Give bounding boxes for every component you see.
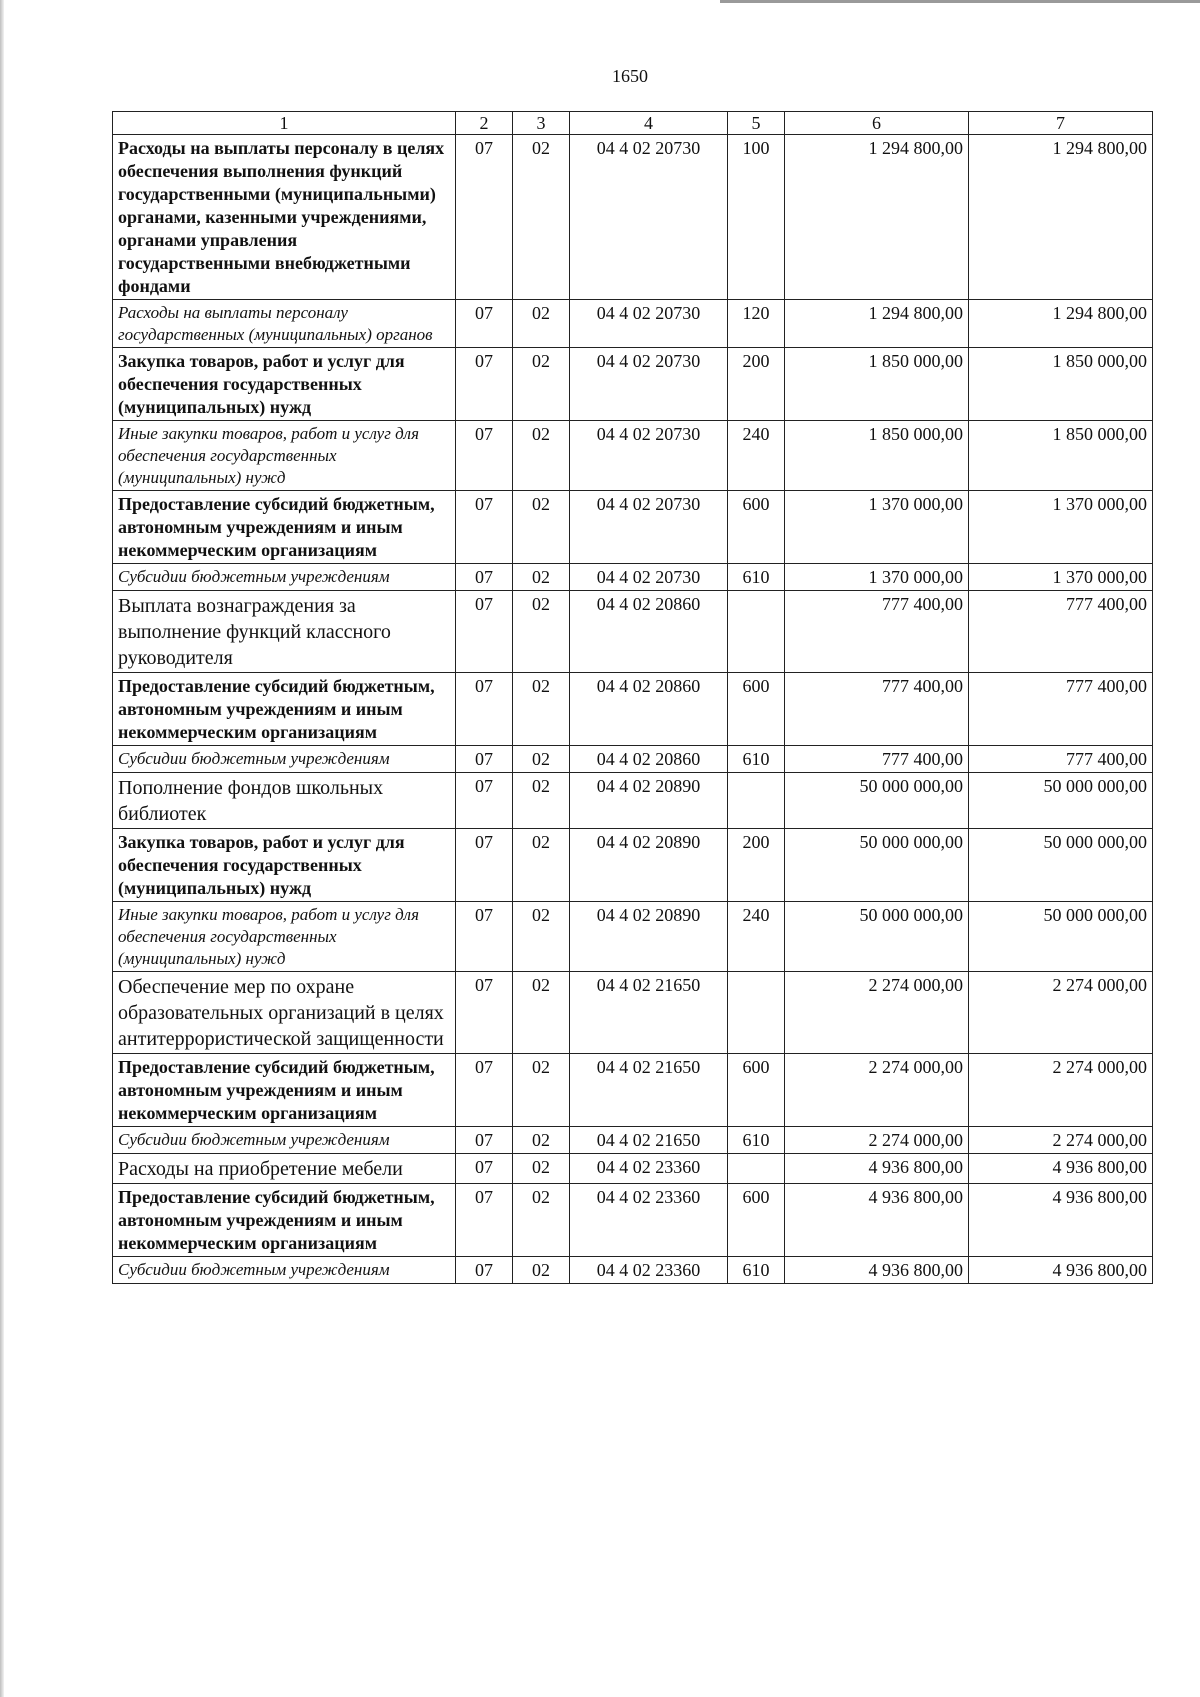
expense-type-cell: 600	[728, 1054, 785, 1127]
row-name-cell: Расходы на выплаты персоналу государственных (муниципальных) органов	[113, 300, 456, 348]
subsection-code-cell: 02	[513, 491, 570, 564]
amount-cell: 50 000 000,00	[785, 773, 969, 829]
subsection-code-cell: 02	[513, 135, 570, 300]
section-code-cell: 07	[456, 902, 513, 972]
amount-cell: 4 936 800,00	[969, 1184, 1153, 1257]
amount-cell: 2 274 000,00	[969, 1127, 1153, 1154]
amount-cell: 777 400,00	[785, 746, 969, 773]
expense-type-cell: 200	[728, 829, 785, 902]
amount-cell: 2 274 000,00	[785, 972, 969, 1054]
amount-cell: 2 274 000,00	[785, 1054, 969, 1127]
amount-cell: 1 850 000,00	[969, 421, 1153, 491]
expense-type-cell: 120	[728, 300, 785, 348]
amount-cell: 4 936 800,00	[785, 1184, 969, 1257]
section-code-cell: 07	[456, 591, 513, 673]
amount-cell: 777 400,00	[969, 591, 1153, 673]
section-code-cell: 07	[456, 746, 513, 773]
table-row	[113, 421, 1153, 491]
amount-cell: 4 936 800,00	[785, 1257, 969, 1284]
row-name-cell: Субсидии бюджетным учреждениям	[113, 1257, 456, 1284]
table-header-row	[113, 112, 1153, 135]
expense-type-cell	[728, 591, 785, 673]
section-code-cell: 07	[456, 491, 513, 564]
row-name-cell: Расходы на выплаты персоналу в целях обеспечения выполнения функций государственными (муниципальными) органами, казенными учреждениями, органами управления государственными внебюджетными фондами	[113, 135, 456, 300]
amount-cell: 1 850 000,00	[785, 421, 969, 491]
section-code-cell: 07	[456, 673, 513, 746]
amount-cell: 1 370 000,00	[969, 564, 1153, 591]
expense-type-cell: 100	[728, 135, 785, 300]
target-article-cell: 04 4 02 20890	[570, 773, 728, 829]
target-article-cell: 04 4 02 20860	[570, 591, 728, 673]
subsection-code-cell: 02	[513, 746, 570, 773]
table-row	[113, 1257, 1153, 1284]
subsection-code-cell: 02	[513, 1127, 570, 1154]
section-code-cell: 07	[456, 1257, 513, 1284]
amount-cell: 50 000 000,00	[969, 773, 1153, 829]
amount-cell: 1 294 800,00	[969, 135, 1153, 300]
amount-cell: 50 000 000,00	[969, 902, 1153, 972]
table-row	[113, 591, 1153, 673]
row-name-cell: Предоставление субсидий бюджетным, автономным учреждениям и иным некоммерческим организациям	[113, 491, 456, 564]
subsection-code-cell: 02	[513, 902, 570, 972]
row-name-cell: Субсидии бюджетным учреждениям	[113, 746, 456, 773]
subsection-code-cell: 02	[513, 829, 570, 902]
section-code-cell: 07	[456, 829, 513, 902]
column-header: 6	[785, 112, 969, 135]
table-row	[113, 1154, 1153, 1184]
expense-type-cell: 610	[728, 746, 785, 773]
amount-cell: 1 850 000,00	[785, 348, 969, 421]
expense-type-cell: 610	[728, 1127, 785, 1154]
row-name-cell: Расходы на приобретение мебели	[113, 1154, 456, 1184]
table-row	[113, 773, 1153, 829]
table-row	[113, 972, 1153, 1054]
expense-type-cell: 240	[728, 902, 785, 972]
subsection-code-cell: 02	[513, 348, 570, 421]
target-article-cell: 04 4 02 20890	[570, 829, 728, 902]
table-row	[113, 564, 1153, 591]
section-code-cell: 07	[456, 1154, 513, 1184]
target-article-cell: 04 4 02 21650	[570, 972, 728, 1054]
amount-cell: 1 370 000,00	[785, 564, 969, 591]
section-code-cell: 07	[456, 1054, 513, 1127]
row-name-cell: Закупка товаров, работ и услуг для обеспечения государственных (муниципальных) нужд	[113, 348, 456, 421]
row-name-cell: Иные закупки товаров, работ и услуг для обеспечения государственных (муниципальных) нужд	[113, 421, 456, 491]
column-header: 2	[456, 112, 513, 135]
target-article-cell: 04 4 02 20890	[570, 902, 728, 972]
table-row	[113, 829, 1153, 902]
target-article-cell: 04 4 02 23360	[570, 1257, 728, 1284]
row-name-cell: Пополнение фондов школьных библиотек	[113, 773, 456, 829]
target-article-cell: 04 4 02 21650	[570, 1127, 728, 1154]
subsection-code-cell: 02	[513, 300, 570, 348]
target-article-cell: 04 4 02 20730	[570, 421, 728, 491]
table-row	[113, 673, 1153, 746]
section-code-cell: 07	[456, 300, 513, 348]
subsection-code-cell: 02	[513, 972, 570, 1054]
amount-cell: 1 294 800,00	[785, 135, 969, 300]
budget-table	[112, 111, 1153, 1284]
section-code-cell: 07	[456, 773, 513, 829]
column-header: 7	[969, 112, 1153, 135]
row-name-cell: Субсидии бюджетным учреждениям	[113, 564, 456, 591]
expense-type-cell	[728, 972, 785, 1054]
amount-cell: 2 274 000,00	[969, 1054, 1153, 1127]
section-code-cell: 07	[456, 421, 513, 491]
section-code-cell: 07	[456, 1184, 513, 1257]
table-row	[113, 348, 1153, 421]
amount-cell: 777 400,00	[969, 673, 1153, 746]
amount-cell: 2 274 000,00	[785, 1127, 969, 1154]
table-row	[113, 1127, 1153, 1154]
row-name-cell: Предоставление субсидий бюджетным, автономным учреждениям и иным некоммерческим организациям	[113, 1184, 456, 1257]
expense-type-cell: 200	[728, 348, 785, 421]
amount-cell: 777 400,00	[785, 673, 969, 746]
subsection-code-cell: 02	[513, 773, 570, 829]
subsection-code-cell: 02	[513, 421, 570, 491]
table-row	[113, 1184, 1153, 1257]
expense-type-cell	[728, 773, 785, 829]
section-code-cell: 07	[456, 564, 513, 591]
table-row	[113, 902, 1153, 972]
amount-cell: 1 294 800,00	[785, 300, 969, 348]
scan-left-edge	[0, 0, 4, 1697]
amount-cell: 50 000 000,00	[785, 902, 969, 972]
target-article-cell: 04 4 02 20860	[570, 673, 728, 746]
target-article-cell: 04 4 02 20860	[570, 746, 728, 773]
target-article-cell: 04 4 02 20730	[570, 564, 728, 591]
subsection-code-cell: 02	[513, 1257, 570, 1284]
expense-type-cell	[728, 1154, 785, 1184]
table-row	[113, 300, 1153, 348]
column-header: 1	[113, 112, 456, 135]
subsection-code-cell: 02	[513, 1154, 570, 1184]
section-code-cell: 07	[456, 135, 513, 300]
target-article-cell: 04 4 02 20730	[570, 491, 728, 564]
table-row	[113, 135, 1153, 300]
amount-cell: 50 000 000,00	[785, 829, 969, 902]
target-article-cell: 04 4 02 23360	[570, 1184, 728, 1257]
row-name-cell: Выплата вознаграждения за выполнение функций классного руководителя	[113, 591, 456, 673]
page-number: 1650	[612, 66, 648, 86]
amount-cell: 777 400,00	[785, 591, 969, 673]
expense-type-cell: 610	[728, 1257, 785, 1284]
table-row	[113, 1054, 1153, 1127]
row-name-cell: Иные закупки товаров, работ и услуг для обеспечения государственных (муниципальных) нужд	[113, 902, 456, 972]
amount-cell: 2 274 000,00	[969, 972, 1153, 1054]
target-article-cell: 04 4 02 23360	[570, 1154, 728, 1184]
table-row	[113, 746, 1153, 773]
amount-cell: 1 294 800,00	[969, 300, 1153, 348]
target-article-cell: 04 4 02 20730	[570, 300, 728, 348]
table-row	[113, 491, 1153, 564]
amount-cell: 1 370 000,00	[969, 491, 1153, 564]
amount-cell: 1 370 000,00	[785, 491, 969, 564]
expense-type-cell: 240	[728, 421, 785, 491]
amount-cell: 50 000 000,00	[969, 829, 1153, 902]
section-code-cell: 07	[456, 348, 513, 421]
expense-type-cell: 600	[728, 1184, 785, 1257]
amount-cell: 4 936 800,00	[969, 1257, 1153, 1284]
row-name-cell: Предоставление субсидий бюджетным, автономным учреждениям и иным некоммерческим организациям	[113, 673, 456, 746]
row-name-cell: Обеспечение мер по охране образовательных организаций в целях антитеррористической защищенности	[113, 972, 456, 1054]
target-article-cell: 04 4 02 21650	[570, 1054, 728, 1127]
row-name-cell: Предоставление субсидий бюджетным, автономным учреждениям и иным некоммерческим организациям	[113, 1054, 456, 1127]
amount-cell: 4 936 800,00	[969, 1154, 1153, 1184]
subsection-code-cell: 02	[513, 1184, 570, 1257]
subsection-code-cell: 02	[513, 1054, 570, 1127]
target-article-cell: 04 4 02 20730	[570, 135, 728, 300]
subsection-code-cell: 02	[513, 564, 570, 591]
section-code-cell: 07	[456, 972, 513, 1054]
column-header: 4	[570, 112, 728, 135]
target-article-cell: 04 4 02 20730	[570, 348, 728, 421]
column-header: 3	[513, 112, 570, 135]
scan-top-edge	[720, 0, 1200, 3]
amount-cell: 4 936 800,00	[785, 1154, 969, 1184]
subsection-code-cell: 02	[513, 591, 570, 673]
row-name-cell: Закупка товаров, работ и услуг для обеспечения государственных (муниципальных) нужд	[113, 829, 456, 902]
amount-cell: 777 400,00	[969, 746, 1153, 773]
column-header: 5	[728, 112, 785, 135]
expense-type-cell: 610	[728, 564, 785, 591]
section-code-cell: 07	[456, 1127, 513, 1154]
row-name-cell: Субсидии бюджетным учреждениям	[113, 1127, 456, 1154]
expense-type-cell: 600	[728, 673, 785, 746]
amount-cell: 1 850 000,00	[969, 348, 1153, 421]
expense-type-cell: 600	[728, 491, 785, 564]
subsection-code-cell: 02	[513, 673, 570, 746]
